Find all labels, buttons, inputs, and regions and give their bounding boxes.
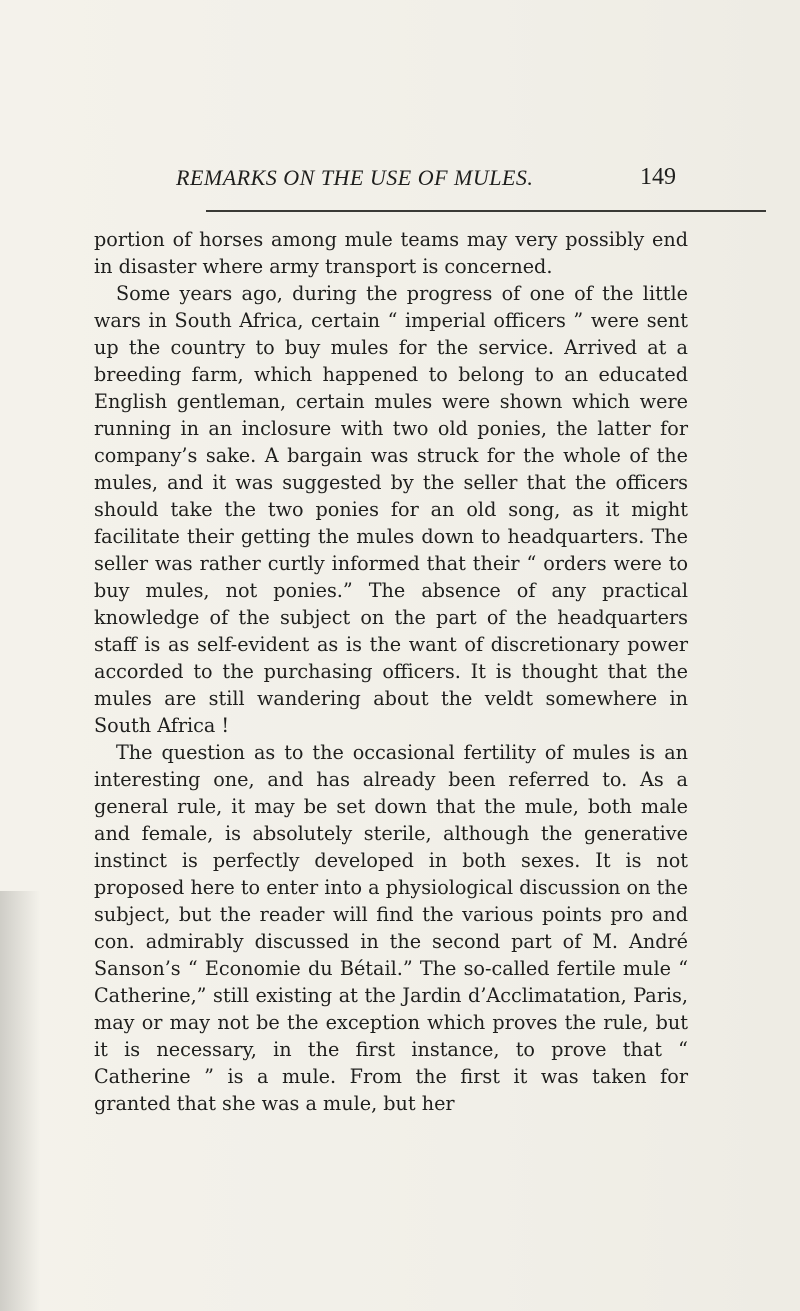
running-title: REMARKS ON THE USE OF MULES. [176,165,534,190]
page-edge-shadow [0,891,40,1311]
page-header [176,165,676,201]
paragraph-fertility: The question as to the occasional fertility of mules is an interesting one, and has already been referred to. As a general rule, it may be set down that the mule, both male and female, is absolutely sterile, although the generative instinct is perfectly developed in both sexes. It is not proposed here to enter into a physiological discussion on the subject, but the reader will find the various points pro and con. admirably discussed in the second part of M. André Sanson’s “ Economie du Bétail.” The so-called fertile mule “ Catherine,” still existing at the Jardin d’Acclimatation, Paris, may or may not be the exception which proves the rule, but it is necessary, in the first instance, to prove that “ Catherine ” is a mule. From the first it was taken for granted that she was a mule, but her [94,741,688,1115]
paragraph-continuation: portion of horses among mule teams may very possibly end in disaster where army transport is concerned. [94,228,688,278]
paragraph-south-africa: Some years ago, during the progress of one of the little wars in South Africa, certain “ imperial officers ” were sent up the country to buy mules for the service. Arrived at a breeding farm, which happened to belong to an educated English gentleman, certain mules were shown which were running in an inclosure with two old ponies, the latter for company’s sake. A bargain was struck for the whole of the mules, and it was suggested by the seller that the officers should take the two ponies for an old song, as it might facilitate their getting the mules down to headquarters. The seller was rather curtly informed that their “ orders were to buy mules, not ponies.” The absence of any practical knowledge of the subject on the part of the headquarters staff is as self-evident as is the want of discretionary power accorded to the purchasing officers. It is thought that the mules are still wandering about the veldt somewhere in South Africa ! [94,282,688,737]
page-number: 149 [640,164,676,190]
header-rule [206,210,766,212]
body-text [94,226,688,1117]
